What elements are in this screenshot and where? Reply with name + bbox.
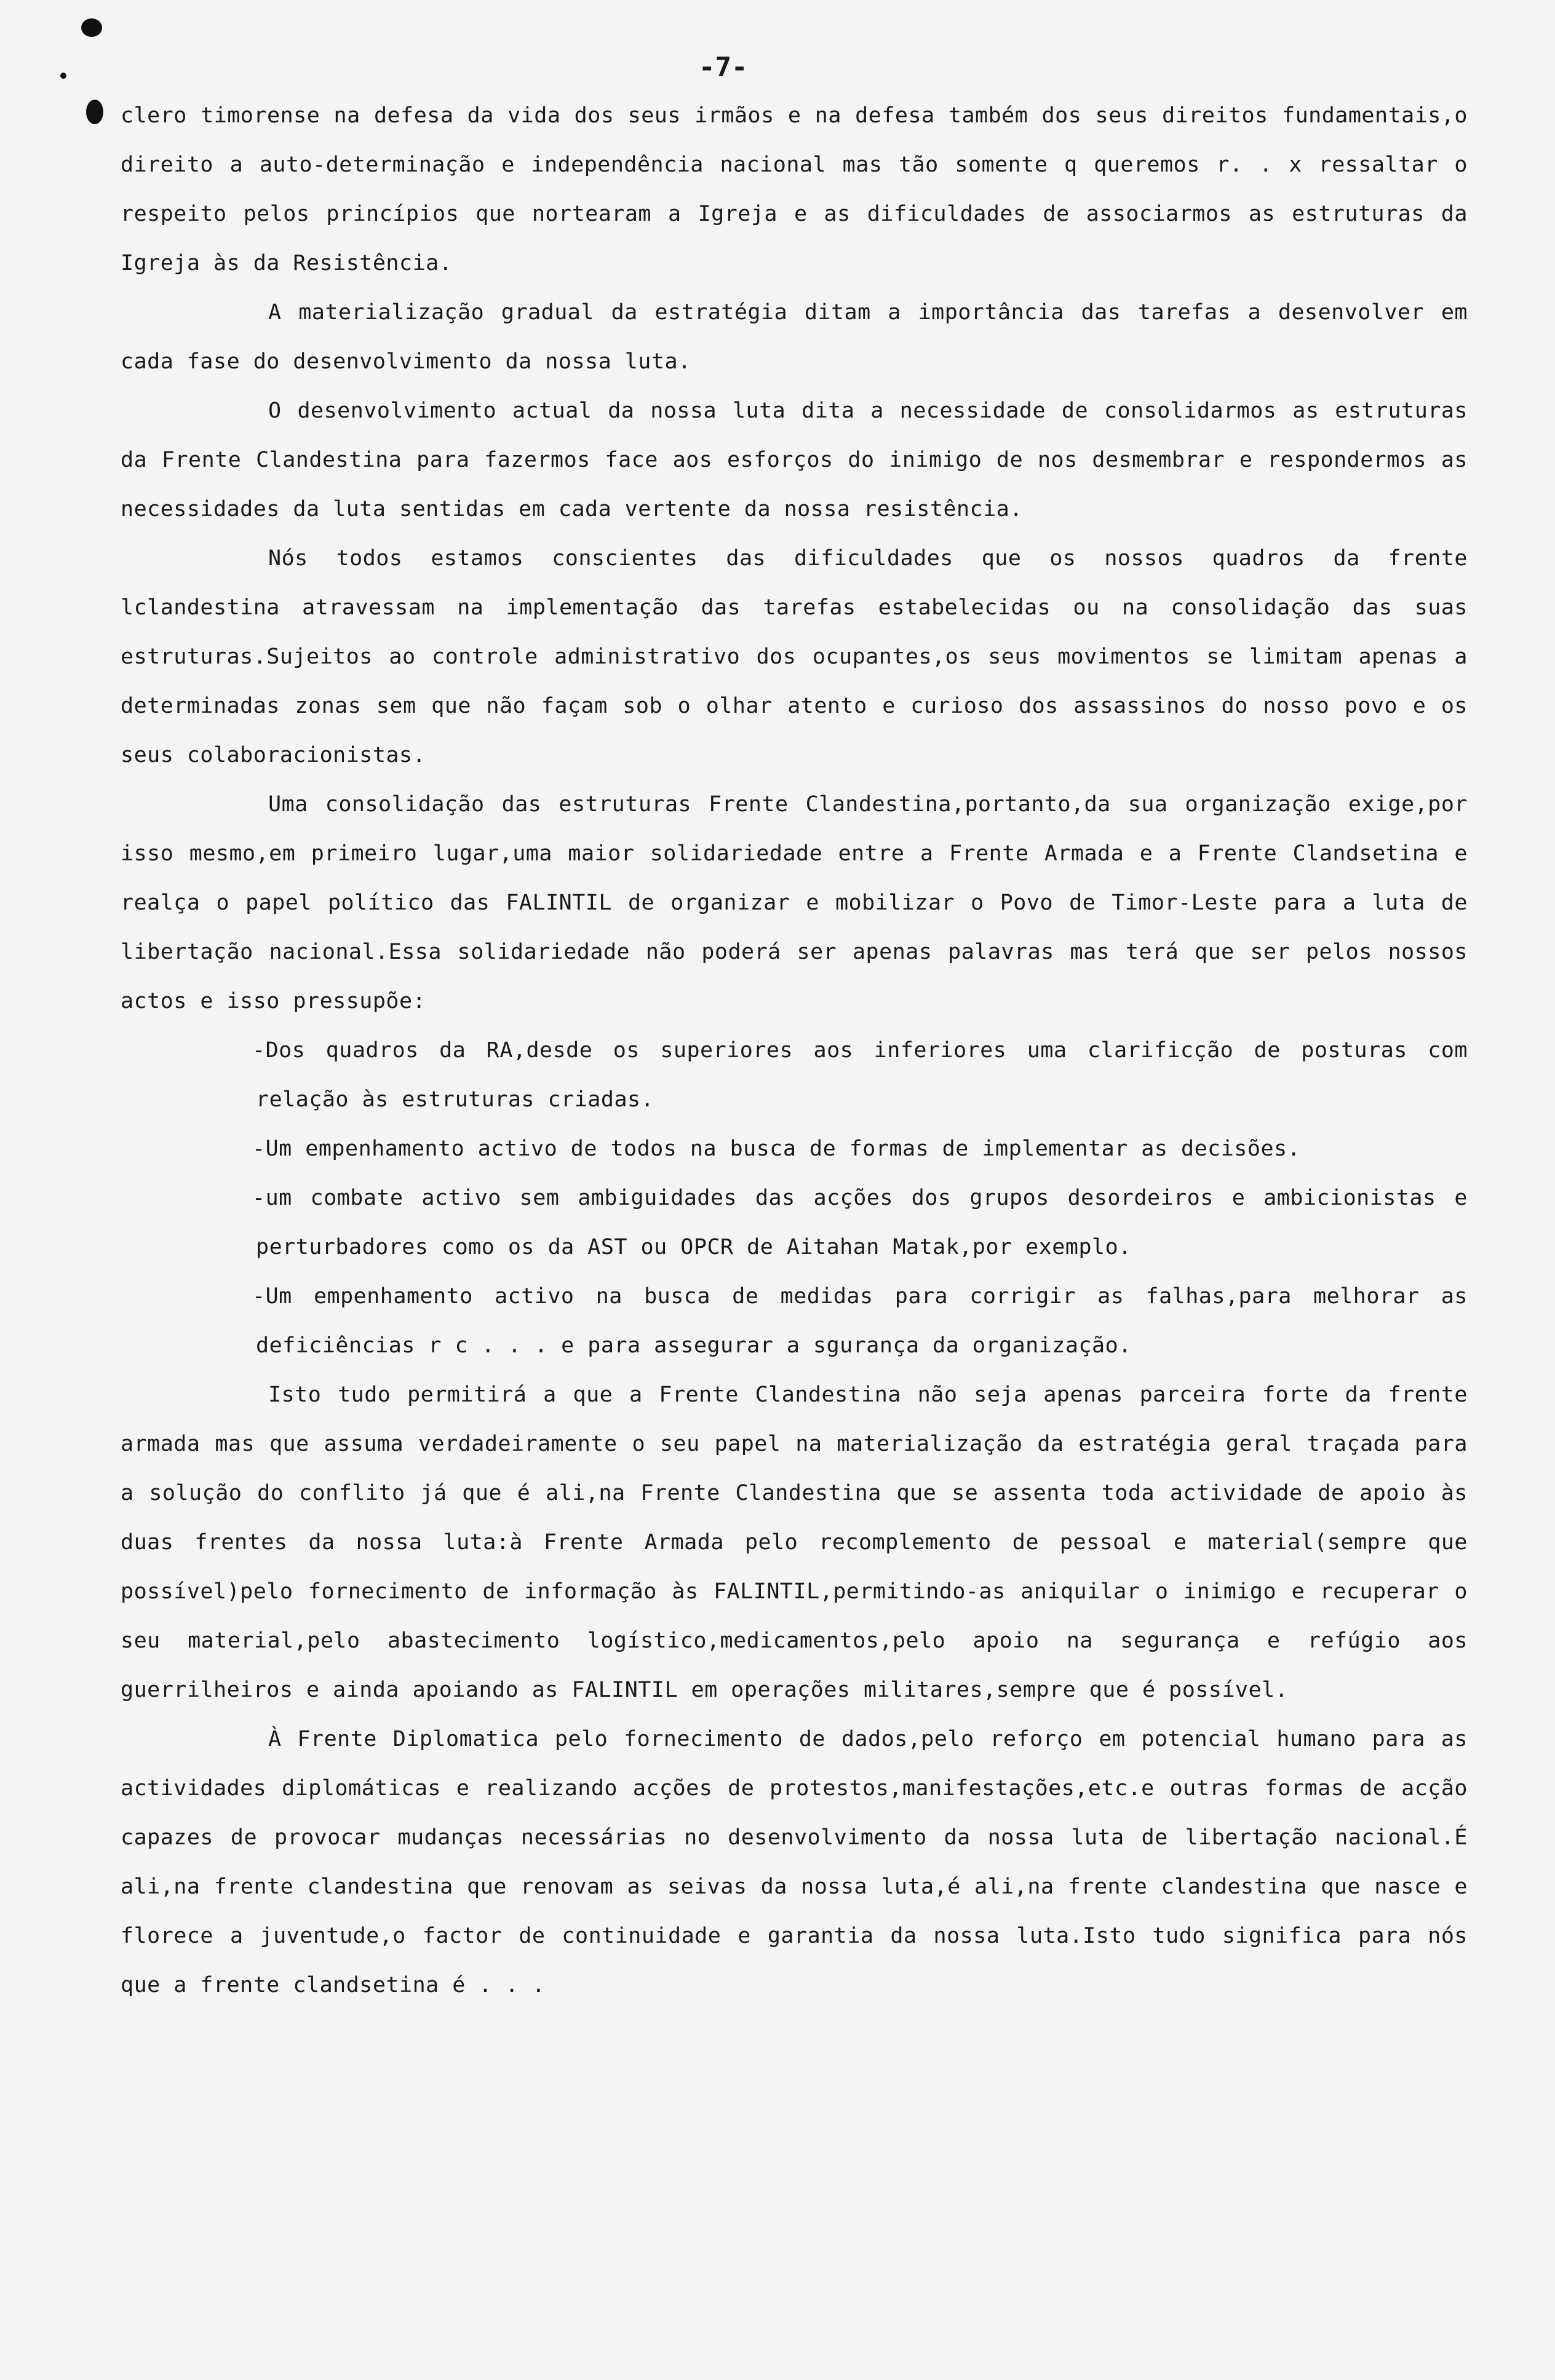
paragraph: O desenvolvimento actual da nossa luta dita a necessidade de consolidarmos as estruturas da Frente Clandestina para fazermos face aos esforços do inimigo de nos desmembrar e respondermos as necessidades da luta sentidas em cada vertente da nossa resistência. <box>121 399 1468 522</box>
ink-mark <box>60 73 66 79</box>
list-item: -um combate activo sem ambiguidades das acções dos grupos desordeiros e ambicionistas e perturbadores como os da AST ou OPCR de Aitahan Matak,por exemplo. <box>252 1186 1468 1259</box>
list-item: -Dos quadros da RA,desde os superiores aos inferiores uma clarificção de posturas com relação às estruturas criadas. <box>252 1038 1468 1112</box>
ink-mark <box>81 18 102 37</box>
page-number: -7- <box>699 52 748 83</box>
paragraph: Isto tudo permitirá a que a Frente Clandestina não seja apenas parceira forte da frente armada mas que assuma verdadeiramente o seu papel na materialização da estratégia geral traçada para a solução do conflito já que é ali,na Frente Clandestina que se assenta toda actividade de apoio às duas frentes da nossa luta:à Frente Armada pelo recomplemento de pessoal e material(sempre que possível)pelo fornecimento de informação às FALINTIL,permitindo-as aniquilar o inimigo e recuperar o seu material,pelo abastecimento logístico,medicamentos,pelo apoio na segurança e refúgio aos guerrilheiros e ainda apoiando as FALINTIL em operações militares,sempre que é possível. <box>121 1382 1468 1702</box>
paragraph: À Frente Diplomatica pelo fornecimento de dados,pelo reforço em potencial humano para as actividades diplomáticas e realizando acções de protestos,manifestações,etc.e outras formas de acção capazes de provocar mudanças necessárias no desenvolvimento da nossa luta de libertação nacional.É ali,na frente clandestina que renovam as seivas da nossa luta,é ali,na frente clandestina que nasce e florece a juventude,o factor de continuidade e garantia da nossa luta.Isto tudo significa para nós que a frente clandsetina é . . . <box>121 1727 1468 1997</box>
paragraph: A materialização gradual da estratégia ditam a importância das tarefas a desenvolver em cada fase do desenvolvimento da nossa luta. <box>121 300 1468 374</box>
list-item: -Um empenhamento activo de todos na busca de formas de implementar as decisões. <box>252 1136 1301 1161</box>
paragraph-continuation: clero timorense na defesa da vida dos seus irmãos e na defesa também dos seus direitos fundamentais,o direito a auto-determinação e independência nacional mas tão somente q queremos r. . x ressaltar o respeito pelos princípios que nortearam a Igreja e as dificuldades de associarmos as estruturas da Igreja às da Resistência. <box>121 103 1468 276</box>
body-text <box>121 91 1468 2010</box>
paragraph: Uma consolidação das estruturas Frente Clandestina,portanto,da sua organização exige,por isso mesmo,em primeiro lugar,uma maior solidariedade entre a Frente Armada e a Frente Clandsetina e realça o papel político das FALINTIL de organizar e mobilizar o Povo de Timor-Leste para a luta de libertação nacional.Essa solidariedade não poderá ser apenas palavras mas terá que ser pelos nossos actos e isso pressupõe: <box>121 792 1468 1013</box>
list-item: -Um empenhamento activo na busca de medidas para corrigir as falhas,para melhorar as deficiências r c . . . e para assegurar a sgurança da organização. <box>252 1284 1468 1358</box>
paragraph: Nós todos estamos conscientes das dificuldades que os nossos quadros da frente lclandestina atravessam na implementação das tarefas estabelecidas ou na consolidação das suas estruturas.Sujeitos ao controle administrativo dos ocupantes,os seus movimentos se limitam apenas a determinadas zonas sem que não façam sob o olhar atento e curioso dos assassinos do nosso povo e os seus colaboracionistas. <box>121 546 1468 768</box>
hole-punch-mark <box>86 100 103 124</box>
